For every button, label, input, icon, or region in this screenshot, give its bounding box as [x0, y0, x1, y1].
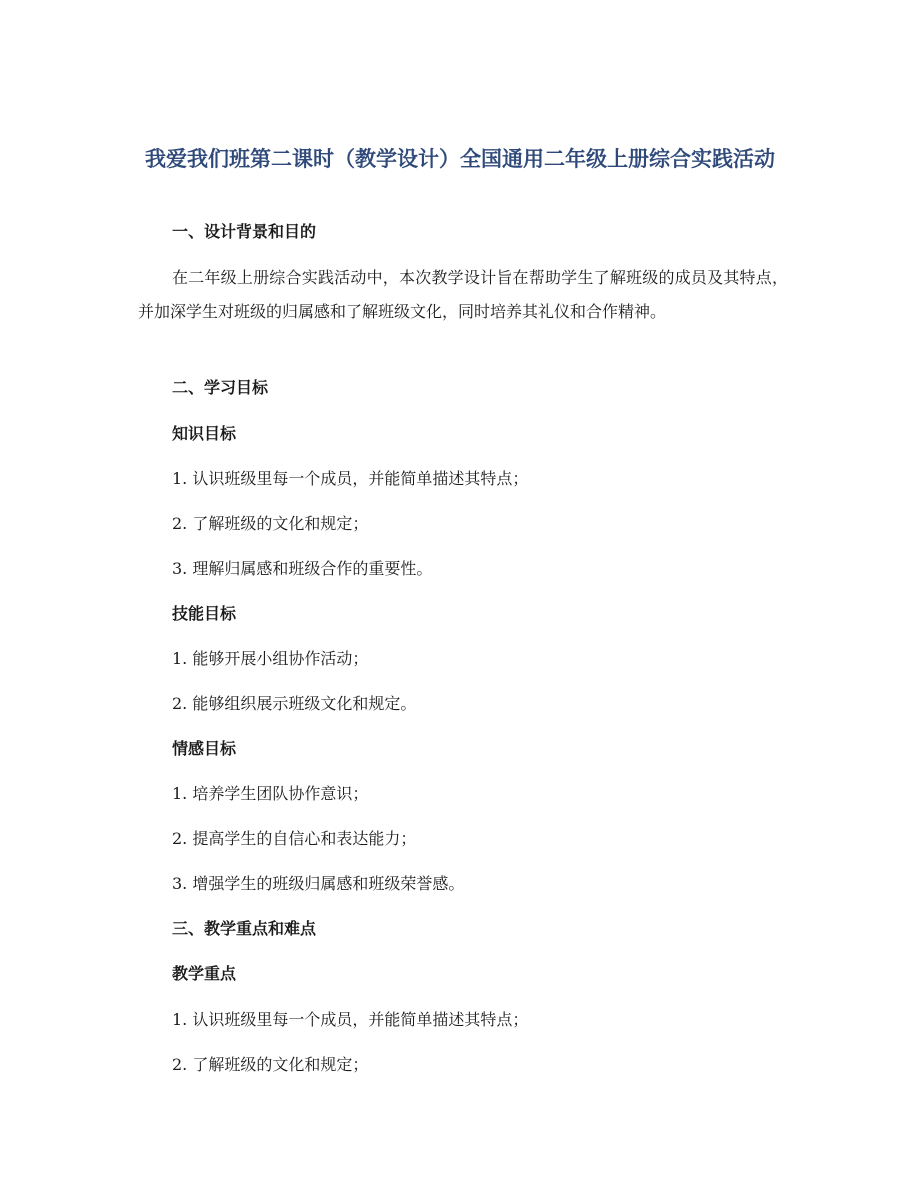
- section-paragraph-background: 在二年级上册综合实践活动中，本次教学设计旨在帮助学生了解班级的成员及其特点，并加深学生对班级的归属感和了解班级文化，同时培养其礼仪和合作精神。: [138, 268, 788, 321]
- list-item: 2. 了解班级的文化和规定；: [172, 514, 369, 533]
- section-heading-objectives: 二、学习目标: [172, 378, 269, 397]
- list-item: 1. 认识班级里每一个成员，并能简单描述其特点；: [172, 469, 529, 488]
- section-heading-key-points: 三、教学重点和难点: [172, 919, 317, 938]
- subsection-heading-emotion: 情感目标: [172, 739, 237, 758]
- list-item: 1. 能够开展小组协作活动；: [172, 649, 369, 668]
- list-item: 3. 增强学生的班级归属感和班级荣誉感。: [172, 874, 465, 893]
- list-item: 1. 培养学生团队协作意识；: [172, 784, 369, 803]
- subsection-heading-skills: 技能目标: [172, 604, 237, 623]
- list-item: 2. 了解班级的文化和规定；: [172, 1055, 369, 1074]
- section-heading-background: 一、设计背景和目的: [172, 222, 317, 241]
- list-item: 3. 理解归属感和班级合作的重要性。: [172, 559, 433, 578]
- list-item: 2. 能够组织展示班级文化和规定。: [172, 694, 417, 713]
- list-item: 1. 认识班级里每一个成员，并能简单描述其特点；: [172, 1010, 529, 1029]
- subsection-heading-knowledge: 知识目标: [172, 424, 237, 443]
- subsection-heading-teaching-focus: 教学重点: [172, 964, 237, 983]
- list-item: 2. 提高学生的自信心和表达能力；: [172, 829, 417, 848]
- document-title: 我爱我们班第二课时（教学设计）全国通用二年级上册综合实践活动: [145, 147, 775, 171]
